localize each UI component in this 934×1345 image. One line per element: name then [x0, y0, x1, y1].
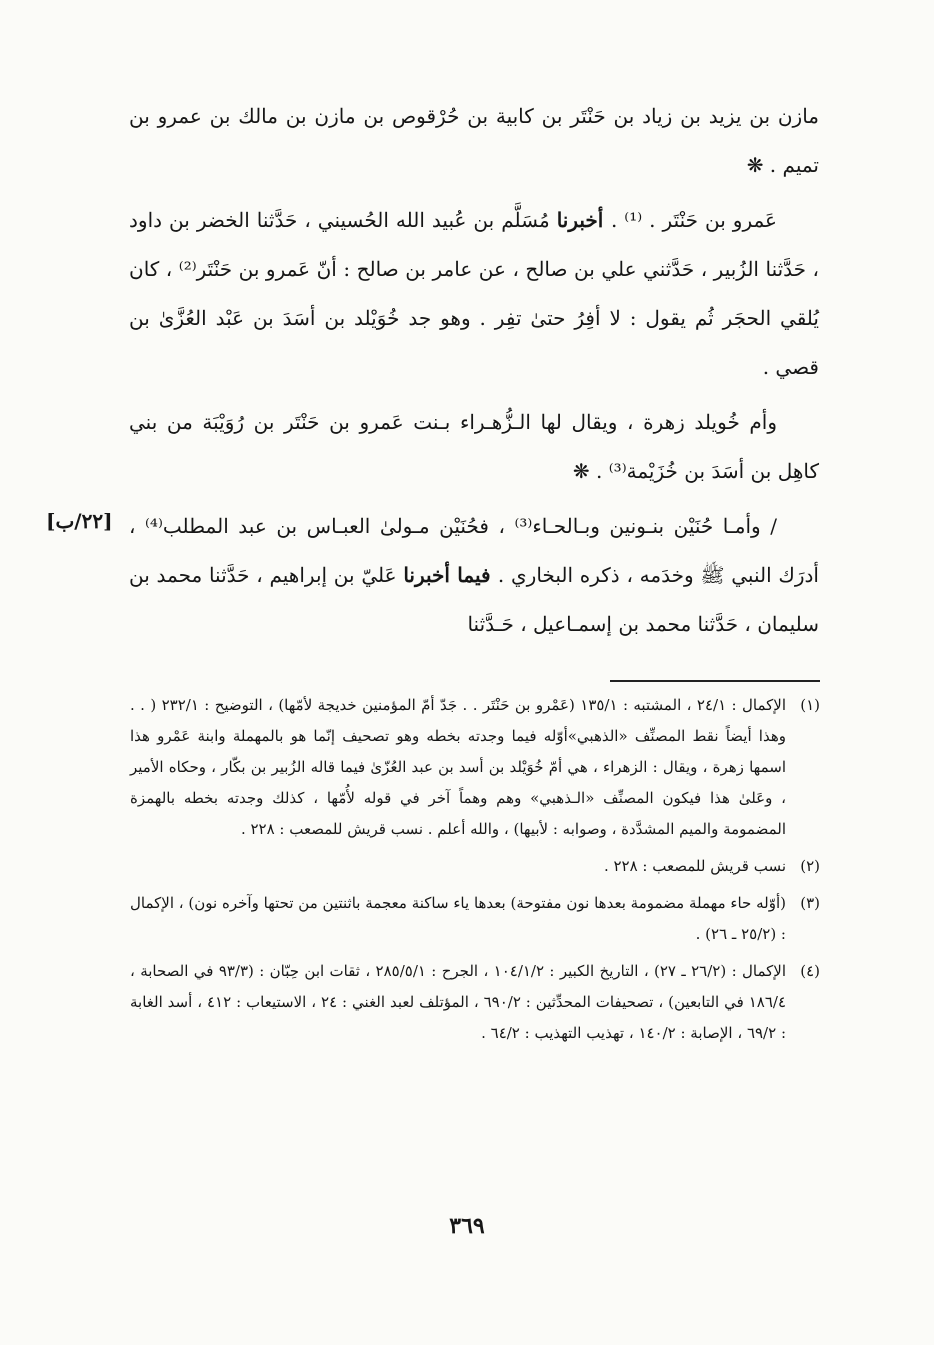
footnote-text: الإكمال : (٢٦/٢ ـ ٢٧) ، التاريخ الكبير : ١٠٤/١/٢ ، الجرح : ٢٨٥/٥/١ ، ثقات ابن حِبّان : (٩٣/٣ في الصحابة ، ١٨٦/٤ في التابعين) ، تصحيفات المحدِّثين : ٦٩٠/٢ ، المؤتلف لعبد الغني : ٢٤ ، الاستيعاب : ٤١٢ ، أسد الغابة : ٦٩/٢ ، الإصابة : ١٤٠/٢ ، تهذيب التهذيب : ٦٤/٢ .: [130, 962, 786, 1042]
footnote-4: [130, 956, 820, 1049]
footnote-text: (أوّله حاء مهملة مضمومة بعدها نون مفتوحة) بعدها ياء ساكنة معجمة باثنتين من تحتها وآخره نون) ، الإكمال : (٢٥/٢ ـ ٢٦) .: [130, 894, 786, 943]
footnotes: [130, 690, 820, 1055]
paragraph-4: [129, 502, 819, 649]
footnote-number: (٤): [800, 962, 820, 980]
footnote-1: [130, 690, 820, 845]
main-text: [129, 92, 819, 649]
akhbarana-keyword: أخبرنا: [556, 208, 611, 232]
footnote-number: (١): [800, 696, 821, 714]
page-number: ٣٦٩: [449, 1213, 485, 1239]
entry-heading: عَمرو بن حَنْتَر . ⁽¹⁾ .: [610, 208, 777, 232]
footnote-3: [130, 888, 820, 950]
paragraph-4-text-a: / وأمـا حُنَيْن بنـونين وبـالحـاء⁽³⁾ ، فحُنَيْن مـولىٰ العبـاس بن عبد المطلب⁽⁴⁾ ، أدرَك النبي ﷺ وخدَمه ، ذكره البخاري .: [129, 514, 819, 587]
paragraph-2-text: مُسَلَّم بن عُبيد الله الحُسيني ، حَدَّثنا الخضر بن داود ، حَدَّثنا الزُبير ، حَدَّثني علي بن صالح ، عن عامر بن صالح : أنّ عَمرو بن حَنْتَر⁽²⁾ ، كان يُلقي الحجَر ثُم يقول : لا أفِرُ حتىٰ تفِر . وهو جد خُوَيْلد بن أسَدَ بن عَبْد العُزَّىٰ بن قصي .: [129, 208, 820, 379]
footnote-text: الإكمال : ٢٤/١ ، المشتبه : ١٣٥/١ (عَمْرو بن حَنْتَر . . جَدّ أمّ المؤمنين خديجة لأمّها) ، التوضيح : ٢٣٢/١ ( . . وهذا أيضاً نقط المصنِّف «الذهبي»أوّله فيما وجدته بخطه وهو تصحيف إنّما هو بالمهملة وابنة عَمْرو هذا اسمها زهرة ، ويقال : الزهراء ، هي أمّ خُوَيْلد بن أسد بن عبد العُزّىٰ فيما قاله الزُبير بن بكّار ، وحكاه الأمير ، وعَلىٰ هذا فيكون المصنِّف «الـذهبي» وهم وهماً آخر في قوله لأُمّها ، كذلك وجدته بخطه بالهمزة المضمومة والميم المشدَّدة ، وصوابه : لأبيها) ، والله أعلم . نسب قريش للمصعب : ٢٢٨ .: [130, 696, 787, 838]
paragraph-1: مازن بن يزيد بن زياد بن حَنْتَر بن كابية بن حُرْقوص بن مازن بن مالك بن عمرو بن تميم . ❋: [129, 104, 819, 177]
fima-akhbarana-keyword: فيما أخبرنا: [403, 563, 498, 587]
footnote-text: نسب قريش للمصعب : ٢٢٨ .: [603, 857, 786, 875]
paragraph-4-text-b: عَليّ بن إبراهيم ، حَدَّثنا محمد بن سليمان ، حَدَّثنا محمد بن إسمـاعيل ، حَـدَّثنا: [129, 563, 819, 636]
footnote-separator: [610, 680, 820, 682]
paragraph-2: [129, 196, 819, 392]
folio-marker: [٢٢/ب]: [46, 509, 113, 533]
paragraph-3: وأم خُويلد زهرة ، ويقال لها الـزُّهـراء بـنت عَمرو بن حَنْتَر بن رُوَيْبَة من بني كاهِل بن أسَدَ بن خُزَيْمة⁽³⁾ . ❋: [129, 410, 819, 483]
footnote-number: (٣): [800, 894, 820, 912]
footnote-2: [130, 851, 820, 882]
footnote-number: (٢): [800, 857, 820, 875]
